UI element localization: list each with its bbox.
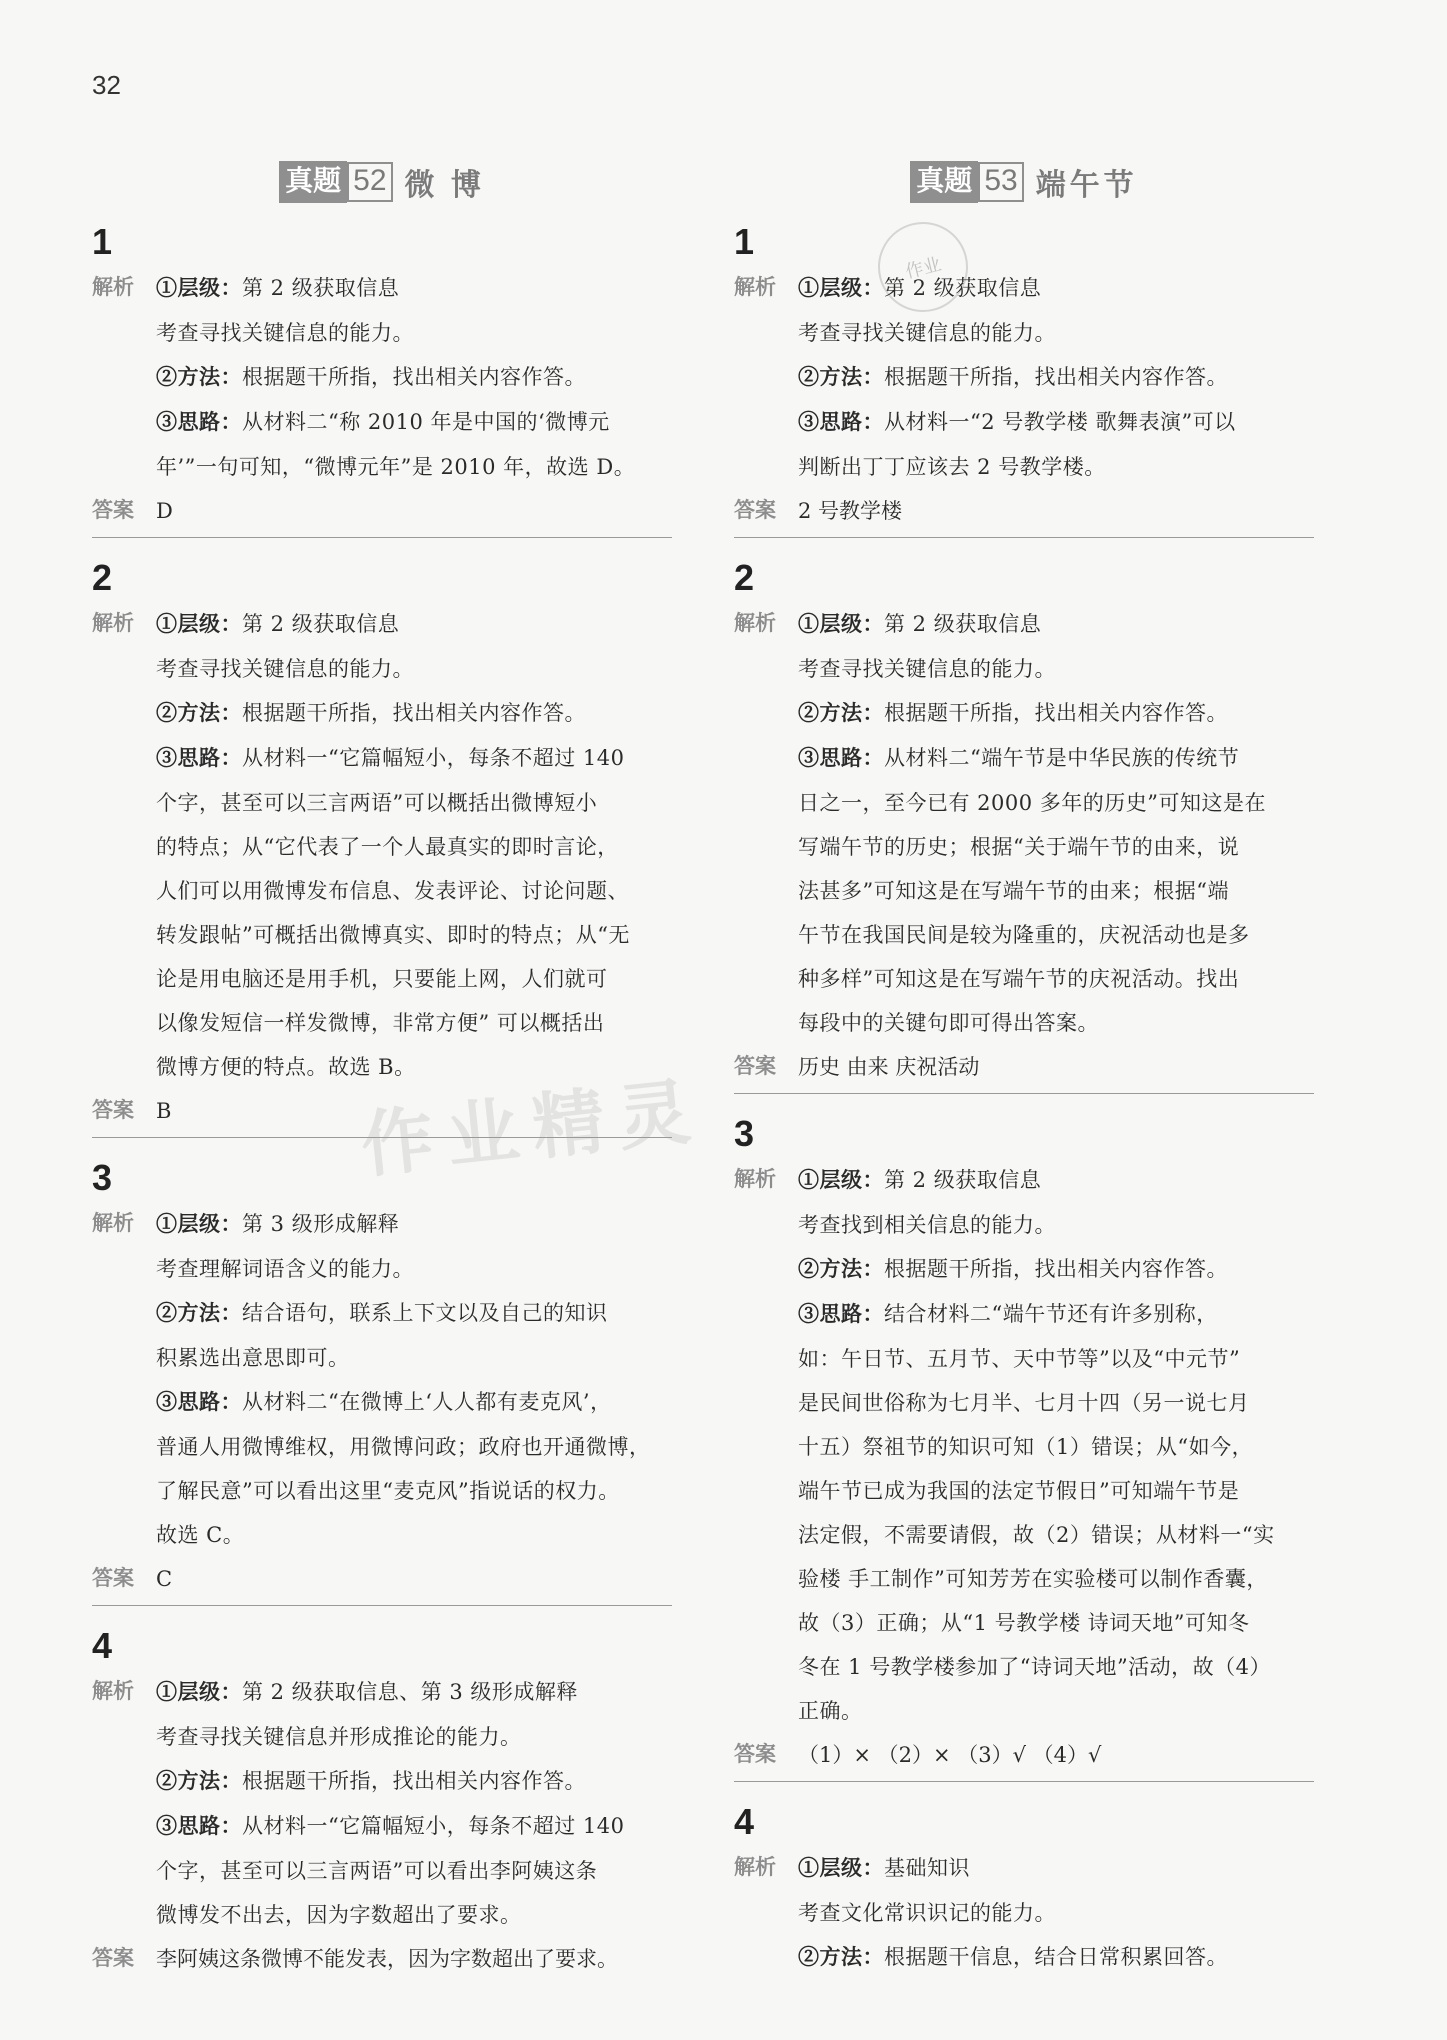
answer-row: [734, 1733, 1314, 1777]
analysis-line: [156, 1045, 672, 1089]
title-tag: 真题: [910, 161, 978, 203]
analysis-line: [156, 1425, 672, 1469]
analysis-text: 根据题干所指，找出相关内容作答。: [242, 701, 586, 725]
answer-label: 答案: [92, 1567, 134, 1590]
answer-label: 答案: [92, 1099, 134, 1122]
analysis-line: [798, 355, 1314, 400]
analysis-line: [798, 1846, 1314, 1891]
analysis-heading: ①层级：: [798, 277, 884, 300]
question-number: 2: [92, 557, 113, 598]
analysis-heading: ②方法：: [156, 702, 242, 725]
analysis-line: [798, 1689, 1314, 1733]
analysis-line: [156, 913, 672, 957]
analysis-text: 冬在 1 号教学楼参加了“诗词天地”活动，故（4）: [798, 1655, 1272, 1679]
question-number: 4: [734, 1801, 755, 1842]
answer-text: D: [156, 499, 173, 523]
divider: [734, 1093, 1314, 1094]
analysis-line: [798, 445, 1314, 489]
analysis-line: [156, 311, 672, 355]
analysis-line: [156, 1247, 672, 1291]
analysis-text: 转发跟帖”可概括出微博真实、即时的特点；从“无: [156, 923, 630, 947]
question-number: 4: [92, 1625, 113, 1666]
analysis-heading: ①层级：: [156, 1213, 242, 1236]
analysis-text: 根据题干所指，找出相关内容作答。: [242, 1769, 586, 1793]
analysis-text: 从材料二“在微博上‘人人都有麦克风’，: [242, 1390, 612, 1414]
answer-label: 答案: [734, 1055, 776, 1078]
analysis-line: [156, 1380, 672, 1425]
right-column: [734, 160, 1314, 1998]
answer-text: C: [156, 1567, 173, 1591]
analysis-heading: ③思路：: [156, 1391, 242, 1414]
answer-label: 答案: [734, 1743, 776, 1766]
analysis-text: 考查理解词语含义的能力。: [156, 1257, 414, 1281]
analysis-line: [156, 1804, 672, 1849]
analysis-line: [156, 355, 672, 400]
analysis-heading: ②方法：: [798, 702, 884, 725]
right-questions: [734, 220, 1314, 1980]
analysis-label: 解析: [92, 276, 134, 299]
analysis-text: 如：午日节、五月节、天中节等”以及“中元节”: [798, 1347, 1241, 1371]
analysis-text: 从材料一“2 号教学楼 歌舞表演”可以: [884, 410, 1236, 434]
analysis-text: 根据题干信息，结合日常积累回答。: [884, 1945, 1228, 1969]
analysis-body: [798, 602, 1314, 1045]
analysis-text: 故（3）正确；从“1 号教学楼 诗词天地”可知冬: [798, 1611, 1250, 1635]
answer-text: 李阿姨这条微博不能发表，因为字数超出了要求。: [156, 1947, 618, 1971]
question-block: [734, 1800, 1314, 1980]
analysis-heading: ③思路：: [798, 1303, 884, 1326]
watermark: 作业精灵: [357, 1071, 708, 1187]
question-block: [734, 220, 1314, 538]
analysis-text: 第 2 级获取信息: [242, 612, 400, 636]
analysis-text: 论是用电脑还是用手机，只要能上网，人们就可: [156, 967, 608, 991]
analysis-line: [798, 1645, 1314, 1689]
analysis-heading: ③思路：: [798, 411, 884, 434]
analysis-text: 考查寻找关键信息的能力。: [798, 321, 1056, 345]
answer-row: [92, 489, 672, 533]
analysis-line: [798, 1001, 1314, 1045]
analysis-line: [156, 1336, 672, 1380]
analysis-label: 解析: [92, 1680, 134, 1703]
question-block: [92, 220, 672, 538]
answer-text: 历史 由来 庆祝活动: [798, 1055, 980, 1079]
analysis-line: [798, 869, 1314, 913]
analysis-text: 第 2 级获取信息: [242, 276, 400, 300]
analysis-body: [798, 266, 1314, 489]
analysis-line: [156, 781, 672, 825]
analysis-line: [798, 1337, 1314, 1381]
analysis-text: 的特点；从“它代表了一个人最真实的即时言论，: [156, 835, 619, 859]
analysis-body: [156, 1202, 672, 1557]
analysis-text: 个字，甚至可以三言两语”可以看出李阿姨这条: [156, 1859, 598, 1883]
left-questions: [92, 220, 672, 1981]
analysis-text: 微博方便的特点。故选 B。: [156, 1055, 416, 1079]
analysis-line: [798, 1513, 1314, 1557]
analysis-line: [156, 1001, 672, 1045]
analysis-line: [156, 602, 672, 647]
analysis-line: [156, 1513, 672, 1557]
analysis-heading: ②方法：: [798, 366, 884, 389]
analysis-label: 解析: [92, 612, 134, 635]
analysis-text: 个字，甚至可以三言两语”可以概括出微博短小: [156, 791, 598, 815]
analysis-line: [156, 1202, 672, 1247]
analysis-text: 考查寻找关键信息的能力。: [156, 657, 414, 681]
page-number: 32: [92, 70, 121, 100]
analysis-line: [156, 1759, 672, 1804]
analysis-line: [798, 602, 1314, 647]
left-section-title: [92, 160, 672, 212]
stamp-logo: 作业: [868, 212, 977, 321]
analysis-text: 午节在我国民间是较为隆重的，庆祝活动也是多: [798, 923, 1250, 947]
title-name: 微 博: [404, 169, 485, 202]
analysis-line: [798, 400, 1314, 445]
analysis-heading: ③思路：: [156, 411, 242, 434]
analysis-text: 考查寻找关键信息并形成推论的能力。: [156, 1725, 522, 1749]
analysis-row: [734, 266, 1314, 489]
answer-label: 答案: [92, 1947, 134, 1970]
analysis-text: 人们可以用微博发布信息、发表评论、讨论问题、: [156, 879, 629, 903]
analysis-text: 根据题干所指，找出相关内容作答。: [884, 365, 1228, 389]
left-column: [92, 160, 672, 1999]
analysis-line: [798, 1292, 1314, 1337]
analysis-text: 年’”一句可知，“微博元年”是 2010 年，故选 D。: [156, 455, 636, 479]
analysis-text: 日之一，至今已有 2000 多年的历史”可知这是在: [798, 791, 1267, 815]
analysis-text: 结合语句，联系上下文以及自己的知识: [242, 1301, 608, 1325]
analysis-line: [798, 1158, 1314, 1203]
analysis-label: 解析: [734, 276, 776, 299]
divider: [92, 1605, 672, 1606]
question-block: [734, 556, 1314, 1094]
analysis-text: 考查寻找关键信息的能力。: [798, 657, 1056, 681]
analysis-line: [156, 869, 672, 913]
analysis-line: [798, 1601, 1314, 1645]
analysis-line: [798, 1891, 1314, 1935]
question-number: 1: [734, 221, 755, 262]
analysis-text: 考查寻找关键信息的能力。: [156, 321, 414, 345]
analysis-heading: ①层级：: [798, 613, 884, 636]
analysis-label: 解析: [734, 1168, 776, 1191]
analysis-heading: ②方法：: [156, 1770, 242, 1793]
analysis-line: [156, 1670, 672, 1715]
analysis-line: [798, 736, 1314, 781]
answer-row: [734, 1045, 1314, 1089]
analysis-line: [798, 1469, 1314, 1513]
analysis-line: [156, 1849, 672, 1893]
analysis-body: [798, 1846, 1314, 1980]
analysis-line: [798, 825, 1314, 869]
answer-row: [92, 1937, 672, 1981]
analysis-line: [798, 1935, 1314, 1980]
analysis-text: 第 2 级获取信息: [884, 612, 1042, 636]
analysis-text: 第 2 级获取信息、第 3 级形成解释: [242, 1680, 578, 1704]
analysis-text: 结合材料二“端午节还有许多别称，: [884, 1302, 1218, 1326]
question-block: [92, 1156, 672, 1606]
analysis-row: [92, 1670, 672, 1937]
answer-row: [734, 489, 1314, 533]
divider: [92, 537, 672, 538]
analysis-text: 第 2 级获取信息: [884, 1168, 1042, 1192]
analysis-heading: ③思路：: [156, 1815, 242, 1838]
analysis-line: [156, 266, 672, 311]
answer-text: 2 号教学楼: [798, 499, 903, 523]
analysis-text: 考查文化常识识记的能力。: [798, 1901, 1056, 1925]
analysis-line: [798, 781, 1314, 825]
analysis-line: [156, 957, 672, 1001]
question-number: 3: [734, 1113, 755, 1154]
analysis-row: [92, 266, 672, 489]
analysis-line: [156, 647, 672, 691]
answer-text: B: [156, 1099, 172, 1123]
analysis-line: [156, 445, 672, 489]
answer-text: （1）× （2）× （3）√ （4）√: [798, 1743, 1102, 1767]
analysis-line: [798, 913, 1314, 957]
analysis-text: 法定假，不需要请假，故（2）错误；从材料一“实: [798, 1523, 1275, 1547]
analysis-text: 微博发不出去，因为字数超出了要求。: [156, 1903, 522, 1927]
question-number: 2: [734, 557, 755, 598]
analysis-line: [156, 1893, 672, 1937]
analysis-text: 判断出丁丁应该去 2 号教学楼。: [798, 455, 1106, 479]
question-block: [734, 1112, 1314, 1782]
analysis-text: 法甚多”可知这是在写端午节的由来；根据“端: [798, 879, 1229, 903]
analysis-line: [798, 1203, 1314, 1247]
analysis-text: 从材料一“它篇幅短小，每条不超过 140: [242, 746, 625, 770]
analysis-text: 普通人用微博维权，用微博问政；政府也开通微博，: [156, 1435, 651, 1459]
analysis-text: 基础知识: [884, 1856, 970, 1880]
analysis-line: [798, 311, 1314, 355]
analysis-label: 解析: [734, 612, 776, 635]
analysis-heading: ②方法：: [156, 1302, 242, 1325]
analysis-text: 从材料二“称 2010 年是中国的‘微博元: [242, 410, 610, 434]
analysis-line: [156, 1291, 672, 1336]
analysis-heading: ①层级：: [798, 1169, 884, 1192]
analysis-label: 解析: [734, 1856, 776, 1879]
analysis-text: 种多样”可知这是在写端午节的庆祝活动。找出: [798, 967, 1240, 991]
analysis-line: [156, 736, 672, 781]
analysis-heading: ③思路：: [156, 747, 242, 770]
analysis-row: [734, 1158, 1314, 1733]
analysis-line: [798, 266, 1314, 311]
analysis-text: 验楼 手工制作”可知芳芳在实验楼可以制作香囊，: [798, 1567, 1268, 1591]
analysis-text: 了解民意”可以看出这里“麦克风”指说话的权力。: [156, 1479, 620, 1503]
analysis-text: 以像发短信一样发微博，非常方便” 可以概括出: [156, 1011, 605, 1035]
analysis-text: 写端午节的历史；根据“关于端午节的由来，说: [798, 835, 1240, 859]
question-block: [92, 556, 672, 1138]
analysis-text: 从材料二“端午节是中华民族的传统节: [884, 746, 1240, 770]
analysis-heading: ②方法：: [798, 1946, 884, 1969]
analysis-line: [798, 957, 1314, 1001]
answer-label: 答案: [92, 499, 134, 522]
analysis-row: [734, 602, 1314, 1045]
analysis-text: 第 3 级形成解释: [242, 1212, 400, 1236]
analysis-line: [798, 647, 1314, 691]
question-number: 1: [92, 221, 113, 262]
analysis-body: [156, 266, 672, 489]
analysis-line: [798, 1381, 1314, 1425]
title-number: 52: [347, 162, 392, 202]
analysis-text: 是民间世俗称为七月半、七月十四（另一说七月: [798, 1391, 1250, 1415]
answer-row: [92, 1557, 672, 1601]
analysis-text: 根据题干所指，找出相关内容作答。: [242, 365, 586, 389]
analysis-body: [798, 1158, 1314, 1733]
analysis-line: [156, 400, 672, 445]
title-name: 端午节: [1035, 169, 1138, 202]
analysis-text: 故选 C。: [156, 1523, 245, 1547]
analysis-line: [156, 1715, 672, 1759]
analysis-row: [734, 1846, 1314, 1980]
analysis-line: [798, 691, 1314, 736]
analysis-heading: ①层级：: [798, 1857, 884, 1880]
analysis-text: 十五）祭祖节的知识可知（1）错误；从“如今，: [798, 1435, 1254, 1459]
analysis-row: [92, 602, 672, 1089]
divider: [734, 537, 1314, 538]
analysis-text: 端午节已成为我国的法定节假日”可知端午节是: [798, 1479, 1240, 1503]
analysis-text: 每段中的关键句即可得出答案。: [798, 1011, 1099, 1035]
analysis-heading: ②方法：: [798, 1258, 884, 1281]
question-block: [92, 1624, 672, 1981]
answer-label: 答案: [734, 499, 776, 522]
analysis-heading: ③思路：: [798, 747, 884, 770]
answer-row: [92, 1089, 672, 1133]
analysis-text: 正确。: [798, 1699, 863, 1723]
analysis-heading: ②方法：: [156, 366, 242, 389]
analysis-body: [156, 602, 672, 1089]
right-section-title: [734, 160, 1314, 212]
analysis-text: 根据题干所指，找出相关内容作答。: [884, 1257, 1228, 1281]
analysis-body: [156, 1670, 672, 1937]
analysis-text: 根据题干所指，找出相关内容作答。: [884, 701, 1228, 725]
analysis-heading: ①层级：: [156, 613, 242, 636]
analysis-text: 考查找到相关信息的能力。: [798, 1213, 1056, 1237]
analysis-line: [156, 691, 672, 736]
divider: [734, 1781, 1314, 1782]
question-number: 3: [92, 1157, 113, 1198]
analysis-line: [798, 1425, 1314, 1469]
analysis-line: [798, 1557, 1314, 1601]
analysis-text: 从材料一“它篇幅短小，每条不超过 140: [242, 1814, 625, 1838]
analysis-line: [156, 825, 672, 869]
analysis-line: [156, 1469, 672, 1513]
analysis-row: [92, 1202, 672, 1557]
analysis-label: 解析: [92, 1212, 134, 1235]
title-tag: 真题: [279, 161, 347, 203]
analysis-heading: ①层级：: [156, 277, 242, 300]
divider: [92, 1137, 672, 1138]
title-number: 53: [978, 162, 1023, 202]
analysis-text: 积累选出意思即可。: [156, 1346, 350, 1370]
analysis-line: [798, 1247, 1314, 1292]
analysis-text: 第 2 级获取信息: [884, 276, 1042, 300]
analysis-heading: ①层级：: [156, 1681, 242, 1704]
